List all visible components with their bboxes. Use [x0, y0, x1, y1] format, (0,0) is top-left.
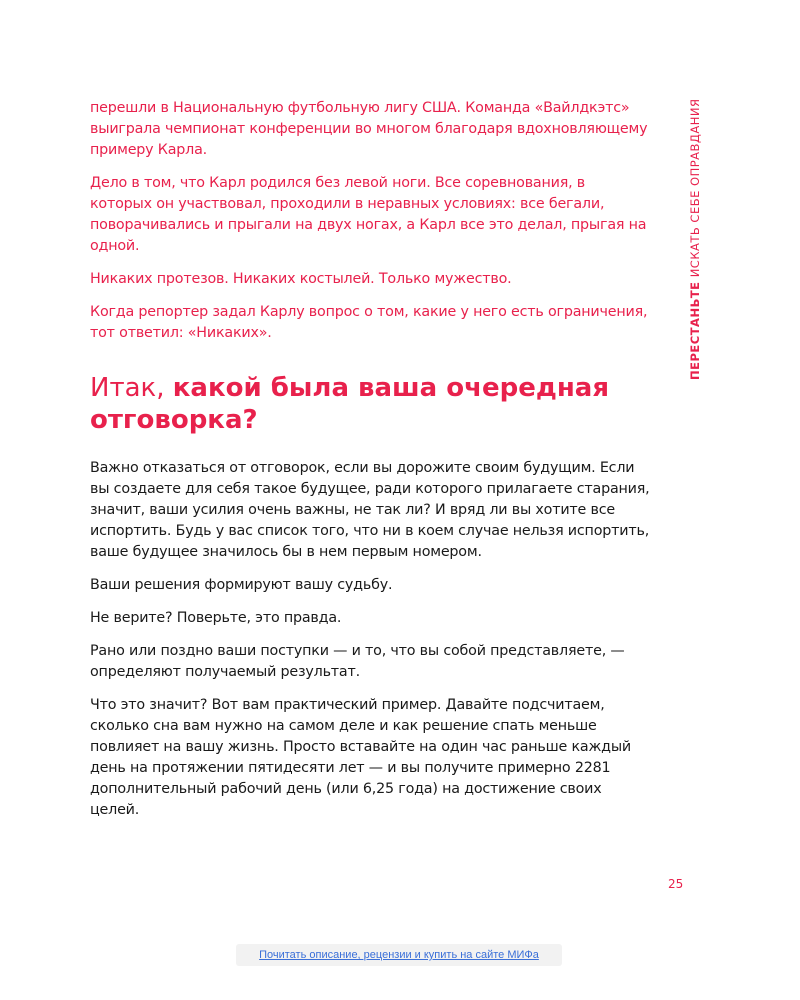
- page-number: 25: [668, 877, 684, 891]
- paragraph-top-4: Когда репортер задал Карлу вопрос о том, какие у него есть ограничения, тот ответил: «Никаких».: [90, 304, 648, 341]
- paragraph-top-3: Никаких протезов. Никаких костылей. Только мужество.: [90, 271, 512, 287]
- paragraph-bottom-4: Рано или поздно ваши поступки — и то, что вы собой представляете, — определяют получаемый результат.: [90, 643, 625, 680]
- paragraph-bottom-5: Что это значит? Вот вам практический пример. Давайте подсчитаем, сколько сна вам нужно на самом деле и как решение спать меньше повлияет на вашу жизнь. Просто вставайте на один час раньше каждый день на протяжении пятидесяти лет — и вы получите примерно 2281 дополнительный рабочий день (или 6,25 года) на достижение своих целей.: [90, 697, 632, 818]
- paragraph-bottom-3: Не верите? Поверьте, это правда.: [90, 610, 342, 626]
- running-header-bold: ПЕРЕСТАНЬТЕ: [688, 281, 702, 380]
- paragraph-bottom-1: Важно отказаться от отговорок, если вы дорожите своим будущим. Если вы создаете для себя такое будущее, ради которого прилагаете старания, значит, ваши усилия очень важны, не так ли? И вряд ли вы хотите все испортить. Будь у вас список того, что ни в коем случае нельзя испортить, ваше будущее значилось бы в нем первым номером.: [90, 460, 650, 560]
- paragraph-top-2: Дело в том, что Карл родился без левой ноги. Все соревнования, в которых он участвовал, проходили в неравных условиях: все бегали, поворачивались и прыгали на двух ногах, а Карл все это делал, прыгая на одной.: [90, 175, 647, 254]
- running-header-text: [685, 100, 705, 380]
- section-heading-bold: какой была ваша очередная отговорка?: [90, 373, 610, 435]
- promo-link[interactable]: Почитать описание, рецензии и купить на сайте МИФа: [259, 949, 539, 961]
- promo-banner: [236, 944, 562, 966]
- paragraph-bottom-2: Ваши решения формируют вашу судьбу.: [90, 577, 393, 593]
- running-header-vertical: [685, 100, 705, 380]
- section-heading-normal: Итак,: [90, 373, 173, 403]
- page-body: [90, 98, 650, 833]
- running-header-normal: ИСКАТЬ СЕБЕ ОПРАВДАНИЯ: [688, 98, 702, 282]
- section-heading: [90, 372, 650, 436]
- paragraph-top-1: перешли в Национальную футбольную лигу США. Команда «Вайлдкэтс» выиграла чемпионат конференции во многом благодаря вдохновляющему примеру Карла.: [90, 100, 648, 158]
